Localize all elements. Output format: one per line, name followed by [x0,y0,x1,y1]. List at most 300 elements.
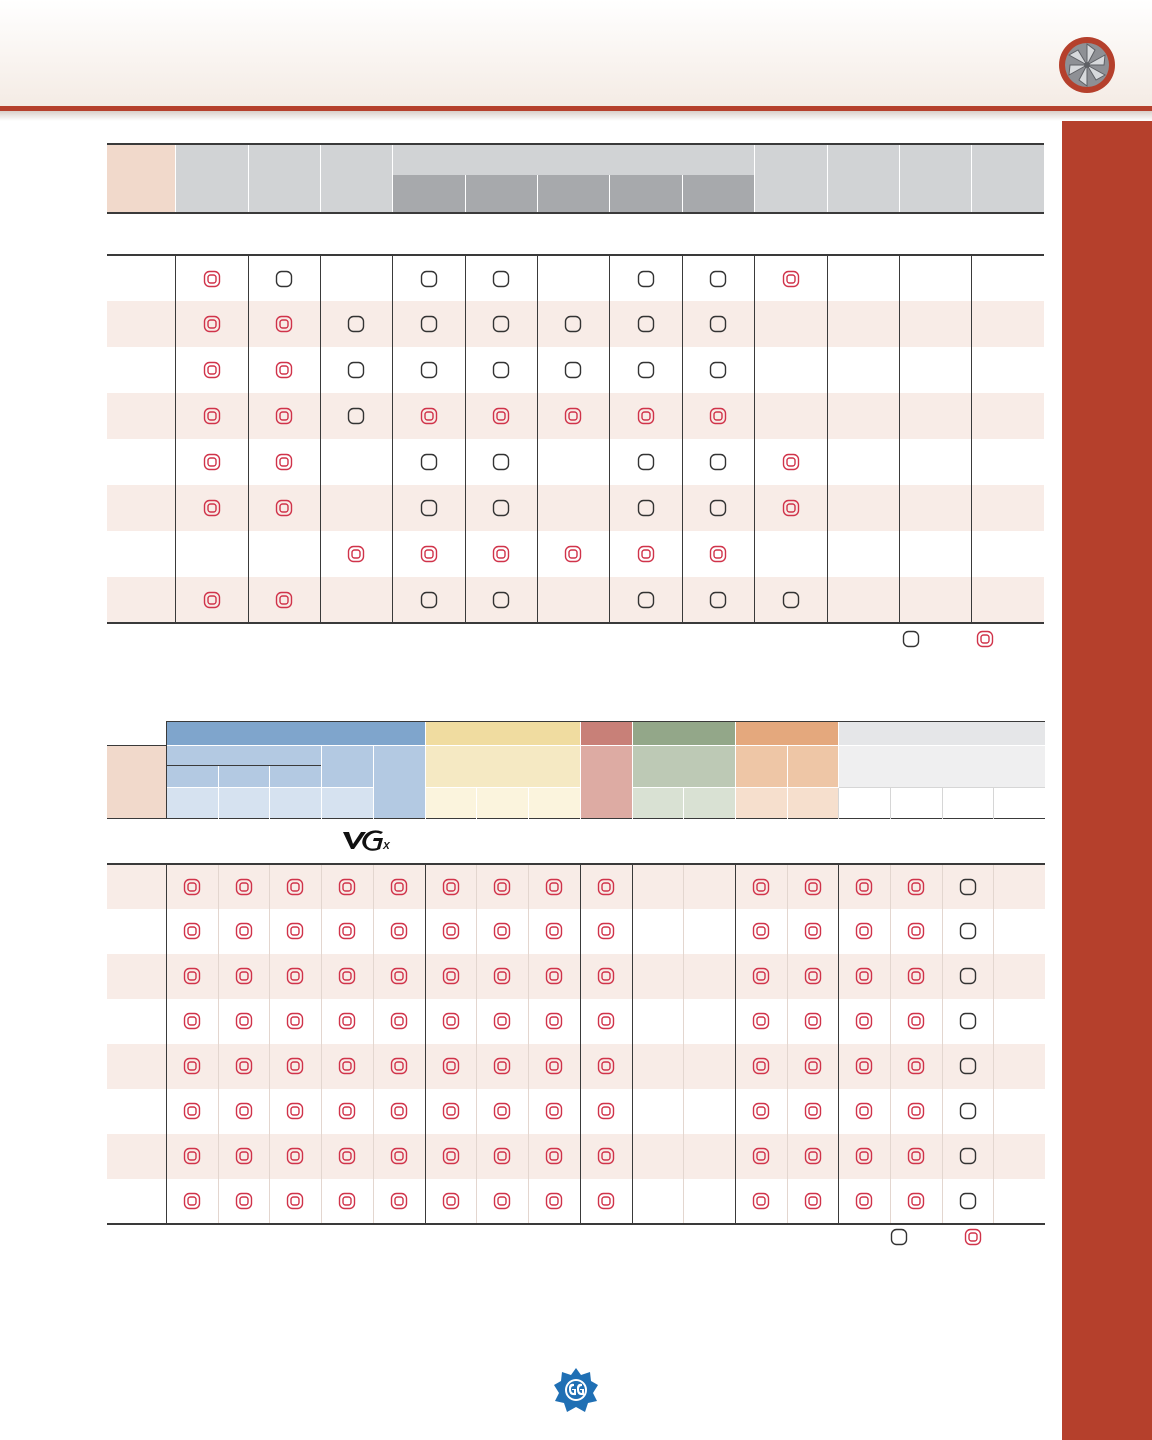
table-cell [682,577,754,623]
table-cell [942,1134,993,1179]
suitable-mark-icon [959,922,977,940]
table1-header-cell [754,144,827,213]
table2-leaf-green [683,788,735,819]
table-cell [682,439,754,485]
table-cell [465,393,537,439]
recommended-mark-icon [390,967,408,985]
table-cell [269,954,321,999]
table-cell [735,909,787,954]
table2-blank [107,722,166,746]
suitable-mark-icon [709,499,727,517]
table-cell [321,1044,373,1089]
recommended-mark-icon [442,967,460,985]
recommended-mark-icon [804,878,822,896]
svg-text:X: X [383,841,390,851]
table-cell [425,999,476,1044]
table2-leaf-green [632,788,683,819]
table-cell [838,999,890,1044]
table-cell [754,255,827,301]
table-cell [465,531,537,577]
recommended-mark-icon [275,361,293,379]
table-cell [838,954,890,999]
table2-sub2-blue [218,766,269,788]
table-cell [537,301,609,347]
table-cell [827,577,899,623]
table-cell [425,909,476,954]
table-cell [321,999,373,1044]
recommended-mark-icon [203,591,221,609]
recommended-mark-icon [183,1102,201,1120]
table-cell [971,255,1044,301]
suitable-mark-icon [959,1192,977,1210]
table-cell [269,1089,321,1134]
table-cell [890,909,942,954]
table-cell [682,301,754,347]
recommended-mark-icon [907,922,925,940]
vgx-logo-icon [341,829,397,851]
recommended-mark-icon [804,922,822,940]
table-row [107,393,1044,439]
table-cell [609,439,682,485]
recommended-mark-icon [752,1147,770,1165]
recommended-mark-icon [804,967,822,985]
legend-suitable-icon [902,630,920,648]
table-cell [899,393,971,439]
row-label-cell [107,1179,166,1224]
table-row [107,347,1044,393]
table-cell [537,255,609,301]
table2-group-orange [735,722,838,746]
recommended-mark-icon [804,1102,822,1120]
osg-logo-icon [553,1367,599,1413]
table-cell [993,999,1045,1044]
table-cell [609,531,682,577]
suitable-mark-icon [637,361,655,379]
table-cell [683,1089,735,1134]
table-cell [754,393,827,439]
row-label-cell [107,577,175,623]
recommended-mark-icon [545,1147,563,1165]
recommended-mark-icon [752,878,770,896]
table-cell [735,999,787,1044]
table-cell [476,999,528,1044]
table-cell [899,577,971,623]
recommended-mark-icon [907,1057,925,1075]
table-cell [218,909,269,954]
table-cell [476,1179,528,1224]
table-cell [787,864,838,909]
recommended-mark-icon [286,1057,304,1075]
table-cell [218,999,269,1044]
table-cell [392,255,465,301]
recommended-mark-icon [752,1057,770,1075]
recommended-mark-icon [855,922,873,940]
recommended-mark-icon [564,545,582,563]
table-cell [175,531,248,577]
table-cell [827,301,899,347]
recommended-mark-icon [338,967,356,985]
recommended-mark-icon [782,270,800,288]
suitable-mark-icon [420,361,438,379]
table2-leaf-orange [735,788,787,819]
recommended-mark-icon [442,1057,460,1075]
table1-subheader-cell [682,175,754,213]
table-cell [735,864,787,909]
recommended-mark-icon [492,545,510,563]
table1-legend [902,630,994,648]
recommended-mark-icon [782,453,800,471]
table2-leaf-blue [218,788,269,819]
table2-sub-yellow [425,746,580,788]
table-cell [425,954,476,999]
table-cell [735,1089,787,1134]
table-cell [754,439,827,485]
recommended-mark-icon [338,1192,356,1210]
recommended-mark-icon [338,1102,356,1120]
table2-sub-orange [787,746,838,788]
recommended-mark-icon [286,1102,304,1120]
table-cell [890,864,942,909]
recommended-mark-icon [907,878,925,896]
table-cell [754,347,827,393]
recommended-mark-icon [338,922,356,940]
table2-corner-cell [107,746,166,819]
recommended-mark-icon [493,1012,511,1030]
table-cell [682,255,754,301]
table-cell [890,1179,942,1224]
table-cell [392,301,465,347]
table-cell [754,577,827,623]
table-cell [971,301,1044,347]
recommended-mark-icon [235,1192,253,1210]
recommended-mark-icon [597,1147,615,1165]
table-cell [838,1044,890,1089]
table-cell [683,909,735,954]
table-cell [754,301,827,347]
application-table-1 [107,143,1044,624]
table-cell [754,485,827,531]
table-cell [465,255,537,301]
recommended-mark-icon [275,315,293,333]
suitable-mark-icon [709,453,727,471]
suitable-mark-icon [492,453,510,471]
table-cell [609,301,682,347]
table-cell [942,909,993,954]
table-cell [942,954,993,999]
suitable-mark-icon [959,878,977,896]
table-cell [248,301,320,347]
row-label-cell [107,864,166,909]
recommended-mark-icon [338,1012,356,1030]
recommended-mark-icon [183,1147,201,1165]
table-cell [683,999,735,1044]
recommended-mark-icon [390,1192,408,1210]
table-cell [392,577,465,623]
row-label-cell [107,255,175,301]
table-cell [971,485,1044,531]
table-cell [537,439,609,485]
suitable-mark-icon [709,315,727,333]
table-cell [838,1179,890,1224]
table-cell [890,954,942,999]
table-cell [580,999,632,1044]
table-cell [682,393,754,439]
recommended-mark-icon [564,407,582,425]
table-cell [465,577,537,623]
recommended-mark-icon [597,878,615,896]
table-cell [248,531,320,577]
table-cell [218,1134,269,1179]
table-cell [899,439,971,485]
table2-leaf-gray [890,788,942,819]
table-cell [899,485,971,531]
recommended-mark-icon [183,1012,201,1030]
table-cell [632,1134,683,1179]
table-cell [942,1044,993,1089]
table-cell [682,485,754,531]
recommended-mark-icon [390,1102,408,1120]
recommended-mark-icon [545,1057,563,1075]
row-label-cell [107,999,166,1044]
table-cell [248,577,320,623]
recommended-mark-icon [804,1192,822,1210]
table-cell [269,1179,321,1224]
end-mill-icon [1058,36,1116,94]
recommended-mark-icon [907,1192,925,1210]
recommended-mark-icon [203,361,221,379]
table-cell [425,1134,476,1179]
recommended-mark-icon [804,1057,822,1075]
table-cell [218,1179,269,1224]
table-cell [827,485,899,531]
table2-group-green [632,722,735,746]
table-cell [166,1044,218,1089]
table-cell [993,1134,1045,1179]
table-cell [320,301,392,347]
recommended-mark-icon [203,499,221,517]
table-row [107,954,1045,999]
recommended-mark-icon [390,1012,408,1030]
table1-corner-cell [107,144,175,213]
suitable-mark-icon [275,270,293,288]
suitable-mark-icon [347,361,365,379]
table2-leaf-gray [942,788,993,819]
recommended-mark-icon [442,922,460,940]
suitable-mark-icon [959,1057,977,1075]
table-cell [993,1044,1045,1089]
table-cell [632,1044,683,1089]
table-row [107,1134,1045,1179]
legend-recommended-icon [964,1228,982,1246]
table-cell [827,531,899,577]
recommended-mark-icon [907,1102,925,1120]
table-cell [528,1134,580,1179]
table1-subheader-cell [465,175,537,213]
table1-spacer-row [107,213,1044,255]
table2-legend [890,1228,982,1246]
recommended-mark-icon [286,1147,304,1165]
recommended-mark-icon [545,1012,563,1030]
recommended-mark-icon [235,1057,253,1075]
suitable-mark-icon [782,591,800,609]
recommended-mark-icon [442,1147,460,1165]
suitable-mark-icon [492,315,510,333]
table-cell [838,864,890,909]
table-cell [754,531,827,577]
table-cell [580,954,632,999]
table-cell [321,1089,373,1134]
table-cell [166,1179,218,1224]
table1-header-cell [971,144,1044,213]
suitable-mark-icon [959,1102,977,1120]
recommended-mark-icon [390,878,408,896]
table-cell [942,999,993,1044]
table-cell [373,909,425,954]
table-cell [787,1044,838,1089]
table-cell [392,393,465,439]
table-row [107,864,1045,909]
recommended-mark-icon [442,878,460,896]
table-cell [465,347,537,393]
recommended-mark-icon [442,1192,460,1210]
table-cell [269,1044,321,1089]
table-cell [787,999,838,1044]
table-cell [735,1179,787,1224]
row-label-cell [107,954,166,999]
table-cell [476,1134,528,1179]
table-cell [528,1089,580,1134]
table-row [107,439,1044,485]
table-cell [993,1179,1045,1224]
table-row [107,485,1044,531]
recommended-mark-icon [855,1102,873,1120]
table-cell [890,1089,942,1134]
table-cell [476,954,528,999]
recommended-mark-icon [752,1012,770,1030]
recommended-mark-icon [442,1102,460,1120]
table-cell [993,954,1045,999]
table1-subheader-cell [537,175,609,213]
table-cell [683,1044,735,1089]
section-side-tab [1062,121,1152,1440]
table-row [107,999,1045,1044]
table2-leaf-blue [321,788,373,819]
table-cell [827,255,899,301]
table-cell [537,485,609,531]
table-cell [827,393,899,439]
table1-header-cell [175,144,248,213]
recommended-mark-icon [545,1192,563,1210]
recommended-mark-icon [597,1102,615,1120]
table-cell [373,954,425,999]
table-cell [269,999,321,1044]
table-cell [175,393,248,439]
table-cell [537,531,609,577]
table2-sub-red [580,746,632,819]
recommended-mark-icon [275,407,293,425]
recommended-mark-icon [855,967,873,985]
table2-leaf-blue [166,788,218,819]
table-row [107,1179,1045,1224]
table-cell [993,864,1045,909]
row-label-cell [107,531,175,577]
table-cell [425,1179,476,1224]
table-cell [321,909,373,954]
table2-sub-gray [838,746,1045,788]
table-cell [942,864,993,909]
table-row [107,1089,1045,1134]
recommended-mark-icon [286,922,304,940]
table-cell [890,999,942,1044]
table-cell [787,954,838,999]
table-cell [321,864,373,909]
suitable-mark-icon [564,315,582,333]
recommended-mark-icon [637,407,655,425]
recommended-mark-icon [493,1102,511,1120]
table-cell [528,1179,580,1224]
table-cell [392,347,465,393]
table-cell [320,439,392,485]
suitable-mark-icon [492,499,510,517]
recommended-mark-icon [286,1192,304,1210]
table2-leaf-yellow [476,788,528,819]
suitable-mark-icon [637,270,655,288]
recommended-mark-icon [235,1012,253,1030]
recommended-mark-icon [442,1012,460,1030]
suitable-mark-icon [420,270,438,288]
table-cell [218,1044,269,1089]
table-cell [890,1044,942,1089]
table2-sub2-blue [269,766,321,788]
table-cell [248,439,320,485]
row-label-cell [107,485,175,531]
recommended-mark-icon [183,878,201,896]
legend-suitable-icon [890,1228,908,1246]
table2-group-gray [838,722,1045,746]
table-cell [899,347,971,393]
table-cell [838,909,890,954]
recommended-mark-icon [338,1057,356,1075]
table2-leaf-yellow [425,788,476,819]
table2-leaf-blue [269,788,321,819]
table1-header-group [392,144,754,175]
table-cell [580,1134,632,1179]
table-cell [735,1134,787,1179]
recommended-mark-icon [907,1012,925,1030]
table-cell [632,864,683,909]
table-cell [787,909,838,954]
table-cell [175,439,248,485]
recommended-mark-icon [709,545,727,563]
table-cell [392,439,465,485]
table-cell [175,577,248,623]
recommended-mark-icon [275,591,293,609]
suitable-mark-icon [420,315,438,333]
recommended-mark-icon [804,1147,822,1165]
table-cell [827,347,899,393]
table-cell [373,1179,425,1224]
table-cell [735,954,787,999]
table-cell [993,1089,1045,1134]
row-label-cell [107,1134,166,1179]
table-cell [537,577,609,623]
table-cell [248,393,320,439]
suitable-mark-icon [347,407,365,425]
table-cell [373,999,425,1044]
table-cell [166,909,218,954]
suitable-mark-icon [709,361,727,379]
table-cell [971,577,1044,623]
